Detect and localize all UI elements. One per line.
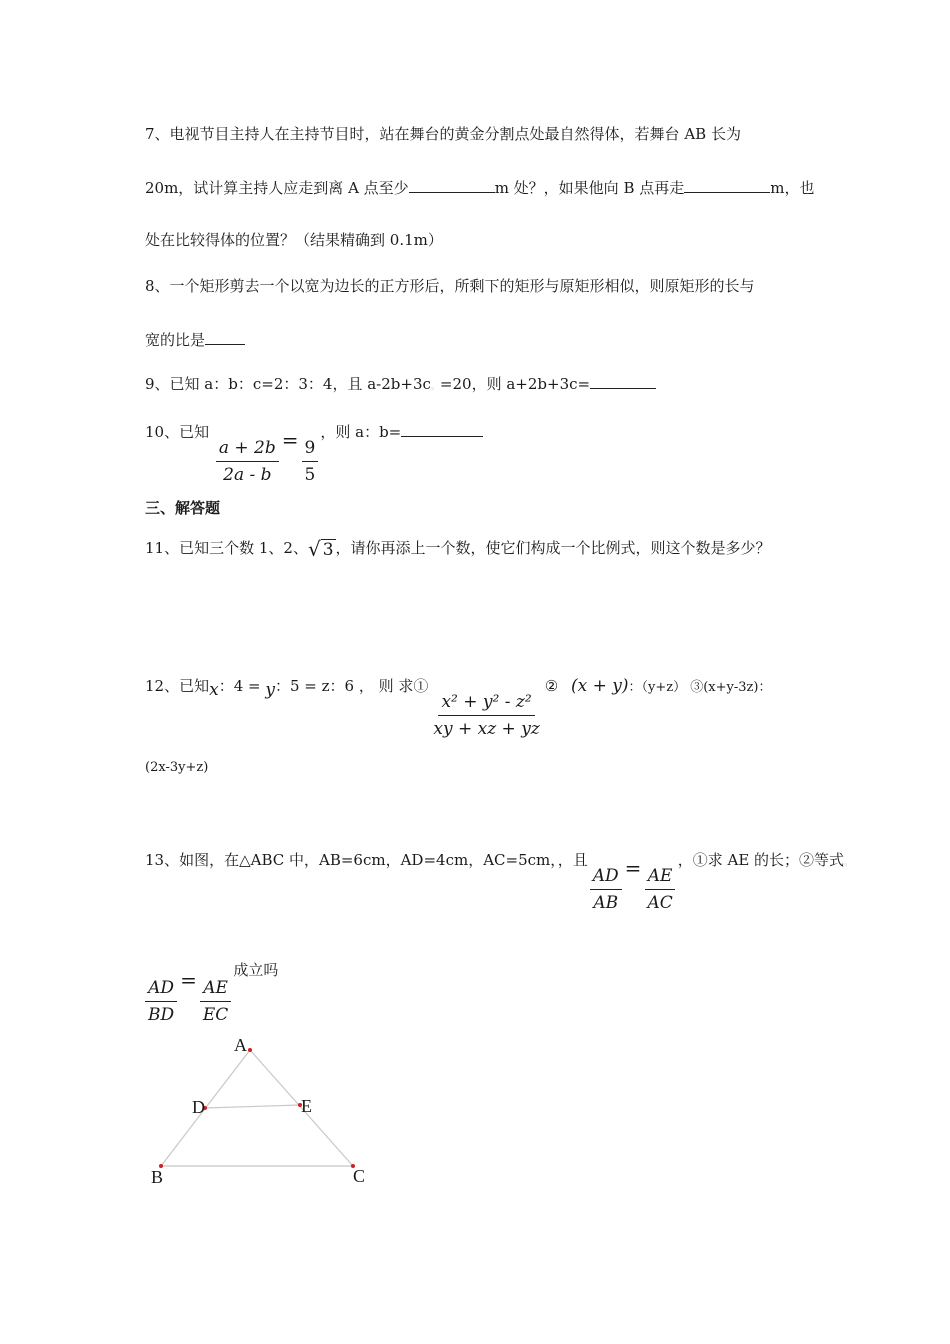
q13-f1-den: AB xyxy=(593,893,619,913)
q13-g2-den: EC xyxy=(202,1005,229,1025)
q12-ratio-1: ：4 = xyxy=(218,677,266,695)
q12-numerator: x² + y² - z² xyxy=(438,692,534,716)
q9-text2: =20，则 a+2b+3c= xyxy=(439,375,591,393)
q11-prefix: 11、已知三个数 1、2、 xyxy=(145,539,308,557)
q12-var-x: x xyxy=(209,680,219,700)
q7-line1: 7、电视节目主持人在主持节目时，站在舞台的黄金分割点处最自然得体，若舞台 AB 长为 xyxy=(145,125,741,143)
q13-g2-num: AE xyxy=(200,978,231,1002)
q8-text: 宽的比是 xyxy=(145,331,206,349)
q10-denominator: 2a - b xyxy=(223,465,272,485)
q7-line3: 处在比较得体的位置？（结果精确到 0.1m） xyxy=(145,231,443,249)
q12-ratio-2: ：5 = z：6 ， 则 求① xyxy=(274,677,429,695)
q12-line1 xyxy=(145,676,771,739)
q13-g1-num: AD xyxy=(145,978,177,1002)
q12-line2: (2x-3y+z) xyxy=(145,760,209,775)
q12-prefix: 12、已知 xyxy=(145,677,210,695)
q13-fraction-ad-bd xyxy=(145,978,177,1025)
sqrt-radicand: 3 xyxy=(322,540,334,560)
q10-equals: = xyxy=(281,428,299,452)
segment-de xyxy=(205,1105,300,1108)
q13-fraction-ae-ac xyxy=(644,866,675,913)
q7-text-c: m，也 xyxy=(770,179,815,197)
q10-fraction-left xyxy=(216,438,279,485)
triangle-figure xyxy=(140,1020,400,1200)
q13-dot: 。 xyxy=(844,858,854,868)
q13-f2-num: AE xyxy=(645,866,676,890)
q13-suffix2: 成立吗 xyxy=(233,961,279,979)
q12-circle-2: ② xyxy=(544,677,559,695)
q10-fraction-right xyxy=(302,438,319,485)
sqrt-symbol: √ 3 xyxy=(307,537,334,561)
q9-line xyxy=(145,374,656,397)
q11-suffix: ，请你再添上一个数，使它们构成一个比例式，则这个数是多少？ xyxy=(335,539,771,557)
q13-equals-2: = xyxy=(180,968,197,992)
answer-blank-4[interactable] xyxy=(590,374,656,389)
label-a: A xyxy=(234,1035,247,1055)
q12-fraction xyxy=(430,692,542,739)
q13-fraction-ae-ec xyxy=(200,978,231,1025)
q13-g1-den: BD xyxy=(148,1005,175,1025)
q9-text: 9、已知 a：b：c=2：3：4，且 a-2b+3c xyxy=(145,375,431,393)
q11-line xyxy=(145,538,771,560)
q13-line1 xyxy=(145,850,853,913)
q8-line2 xyxy=(145,330,245,350)
q12-sum-xy: (x + y) xyxy=(571,676,629,696)
point-a xyxy=(248,1048,252,1052)
q7-text-a: 20m，试计算主持人应走到离 A 点至少 xyxy=(145,179,409,197)
label-b: B xyxy=(151,1167,164,1187)
q13-suffix: ，①求 AE 的长；②等式 xyxy=(677,851,845,869)
label-d: D xyxy=(192,1097,205,1117)
q10-line xyxy=(145,422,483,485)
q10-right-denominator: 5 xyxy=(304,465,316,485)
label-e: E xyxy=(301,1096,312,1116)
q10-prefix: 10、已知 xyxy=(145,423,210,441)
answer-blank-1[interactable] xyxy=(409,178,495,193)
q13-f2-den: AC xyxy=(647,893,673,913)
q13-fraction-ad-ab xyxy=(590,866,622,913)
q13-f1-num: AD xyxy=(590,866,622,890)
q13-line2 xyxy=(145,960,278,1025)
q10-right-numerator: 9 xyxy=(302,438,319,462)
q10-suffix: ，则 a：b= xyxy=(320,423,402,441)
q13-prefix: 13、如图，在△ABC 中，AB=6cm，AD=4cm，AC=5cm，，且 xyxy=(145,851,588,869)
label-c: C xyxy=(353,1166,366,1186)
answer-blank-2[interactable] xyxy=(684,178,770,193)
section-heading: 三、解答题 xyxy=(145,499,221,517)
q8-line1: 8、一个矩形剪去一个以宽为边长的正方形后，所剩下的矩形与原矩形相似，则原矩形的长与 xyxy=(145,277,755,295)
answer-blank-3[interactable] xyxy=(205,330,245,345)
q12-denominator: xy + xz + yz xyxy=(433,719,540,739)
q10-numerator: a + 2b xyxy=(216,438,279,462)
q13-equals: = xyxy=(624,856,642,880)
q9-dot: 。 xyxy=(430,382,440,392)
q12-var-y: y xyxy=(265,680,275,700)
answer-blank-5[interactable] xyxy=(401,422,483,437)
q12-tail: ：（y+z） ③(x+y-3z)： xyxy=(628,680,772,695)
q7-line2 xyxy=(145,178,814,198)
q7-text-b: m 处？，如果他向 B 点再走 xyxy=(494,179,685,197)
